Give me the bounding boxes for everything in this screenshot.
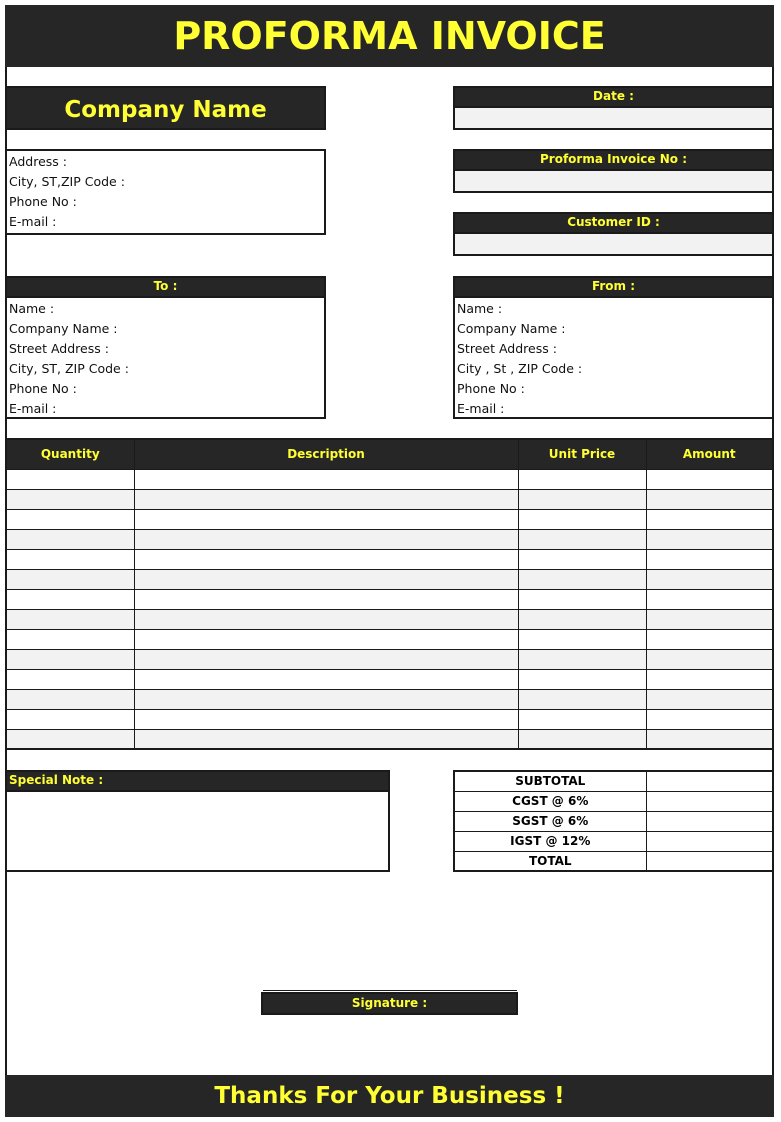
item-row <box>6 569 773 589</box>
item-quantity-cell[interactable] <box>6 689 134 709</box>
item-row <box>6 709 773 729</box>
item-row <box>6 469 773 489</box>
company-name[interactable]: Company Name <box>5 86 326 130</box>
item-unit-price-cell[interactable] <box>518 729 646 749</box>
totals-label: SGST @ 6% <box>454 811 646 831</box>
signature-label[interactable]: Signature : <box>261 992 518 1015</box>
totals-label: SUBTOTAL <box>454 771 646 791</box>
special-note-label: Special Note : <box>5 770 390 792</box>
item-unit-price-cell[interactable] <box>518 549 646 569</box>
item-row <box>6 689 773 709</box>
item-unit-price-cell[interactable] <box>518 609 646 629</box>
item-quantity-cell[interactable] <box>6 469 134 489</box>
totals-row <box>454 791 773 811</box>
totals-row <box>454 811 773 831</box>
totals-value[interactable] <box>646 811 773 831</box>
item-row <box>6 509 773 529</box>
item-description-cell[interactable] <box>134 469 518 489</box>
item-unit-price-cell[interactable] <box>518 569 646 589</box>
invoice-no-field[interactable] <box>453 171 774 193</box>
item-description-cell[interactable] <box>134 569 518 589</box>
totals-value[interactable] <box>646 771 773 791</box>
item-row <box>6 609 773 629</box>
from-field[interactable]: Street Address : <box>457 341 557 356</box>
totals-value[interactable] <box>646 791 773 811</box>
totals-row <box>454 831 773 851</box>
item-quantity-cell[interactable] <box>6 669 134 689</box>
to-field[interactable]: E-mail : <box>9 401 57 416</box>
totals-value[interactable] <box>646 831 773 851</box>
item-unit-price-cell[interactable] <box>518 649 646 669</box>
item-description-cell[interactable] <box>134 509 518 529</box>
item-description-cell[interactable] <box>134 669 518 689</box>
item-description-cell[interactable] <box>134 609 518 629</box>
item-unit-price-cell[interactable] <box>518 709 646 729</box>
totals-value[interactable] <box>646 851 773 871</box>
item-amount-cell[interactable] <box>646 529 773 549</box>
item-amount-cell[interactable] <box>646 609 773 629</box>
invoice-title: PROFORMA INVOICE <box>5 5 774 67</box>
item-unit-price-cell[interactable] <box>518 589 646 609</box>
item-amount-cell[interactable] <box>646 549 773 569</box>
to-field[interactable]: Phone No : <box>9 381 77 396</box>
item-unit-price-cell[interactable] <box>518 529 646 549</box>
customer-id-field[interactable] <box>453 234 774 256</box>
item-unit-price-cell[interactable] <box>518 489 646 509</box>
item-amount-cell[interactable] <box>646 689 773 709</box>
item-quantity-cell[interactable] <box>6 509 134 529</box>
col-quantity: Quantity <box>6 439 134 469</box>
item-amount-cell[interactable] <box>646 669 773 689</box>
from-field[interactable]: City , St , ZIP Code : <box>457 361 583 376</box>
item-quantity-cell[interactable] <box>6 549 134 569</box>
item-row <box>6 729 773 749</box>
company-phone[interactable]: Phone No : <box>9 194 77 209</box>
item-description-cell[interactable] <box>134 689 518 709</box>
item-amount-cell[interactable] <box>646 569 773 589</box>
item-description-cell[interactable] <box>134 589 518 609</box>
company-address[interactable]: Address : <box>9 154 67 169</box>
from-box <box>453 296 774 419</box>
item-quantity-cell[interactable] <box>6 529 134 549</box>
item-amount-cell[interactable] <box>646 469 773 489</box>
item-quantity-cell[interactable] <box>6 649 134 669</box>
totals-label: CGST @ 6% <box>454 791 646 811</box>
item-description-cell[interactable] <box>134 549 518 569</box>
from-field[interactable]: E-mail : <box>457 401 505 416</box>
item-quantity-cell[interactable] <box>6 569 134 589</box>
special-note-field[interactable] <box>5 790 390 872</box>
item-description-cell[interactable] <box>134 529 518 549</box>
item-description-cell[interactable] <box>134 729 518 749</box>
invoice-no-label: Proforma Invoice No : <box>453 149 774 171</box>
from-header: From : <box>453 276 774 298</box>
item-amount-cell[interactable] <box>646 649 773 669</box>
date-label: Date : <box>453 86 774 108</box>
item-row <box>6 589 773 609</box>
item-unit-price-cell[interactable] <box>518 469 646 489</box>
item-amount-cell[interactable] <box>646 629 773 649</box>
item-amount-cell[interactable] <box>646 509 773 529</box>
item-unit-price-cell[interactable] <box>518 669 646 689</box>
col-description: Description <box>134 439 518 469</box>
items-table <box>5 438 774 750</box>
item-quantity-cell[interactable] <box>6 589 134 609</box>
totals-label: IGST @ 12% <box>454 831 646 851</box>
date-field[interactable] <box>453 108 774 130</box>
item-quantity-cell[interactable] <box>6 489 134 509</box>
from-field[interactable]: Company Name : <box>457 321 566 336</box>
totals-table <box>453 770 774 872</box>
item-row <box>6 549 773 569</box>
to-field[interactable]: Street Address : <box>9 341 109 356</box>
company-email[interactable]: E-mail : <box>9 214 57 229</box>
col-unit-price: Unit Price <box>518 439 646 469</box>
to-field[interactable]: Name : <box>9 301 55 316</box>
item-unit-price-cell[interactable] <box>518 509 646 529</box>
company-info-box <box>5 149 326 235</box>
item-unit-price-cell[interactable] <box>518 629 646 649</box>
to-field[interactable]: Company Name : <box>9 321 118 336</box>
item-row <box>6 629 773 649</box>
customer-id-label: Customer ID : <box>453 212 774 234</box>
item-amount-cell[interactable] <box>646 589 773 609</box>
to-box <box>5 296 326 419</box>
item-description-cell[interactable] <box>134 649 518 669</box>
footer-thanks: Thanks For Your Business ! <box>5 1075 774 1117</box>
item-row <box>6 489 773 509</box>
totals-row <box>454 851 773 871</box>
item-amount-cell[interactable] <box>646 729 773 749</box>
item-row <box>6 529 773 549</box>
company-city[interactable]: City, ST,ZIP Code : <box>9 174 125 189</box>
item-quantity-cell[interactable] <box>6 709 134 729</box>
to-header: To : <box>5 276 326 298</box>
item-quantity-cell[interactable] <box>6 609 134 629</box>
signature-line <box>263 990 517 991</box>
totals-row <box>454 771 773 791</box>
item-description-cell[interactable] <box>134 489 518 509</box>
from-field[interactable]: Phone No : <box>457 381 525 396</box>
item-amount-cell[interactable] <box>646 489 773 509</box>
item-quantity-cell[interactable] <box>6 729 134 749</box>
from-field[interactable]: Name : <box>457 301 503 316</box>
totals-label: TOTAL <box>454 851 646 871</box>
col-amount: Amount <box>646 439 773 469</box>
item-row <box>6 649 773 669</box>
item-amount-cell[interactable] <box>646 709 773 729</box>
item-quantity-cell[interactable] <box>6 629 134 649</box>
item-unit-price-cell[interactable] <box>518 689 646 709</box>
to-field[interactable]: City, ST, ZIP Code : <box>9 361 129 376</box>
item-description-cell[interactable] <box>134 709 518 729</box>
item-row <box>6 669 773 689</box>
item-description-cell[interactable] <box>134 629 518 649</box>
